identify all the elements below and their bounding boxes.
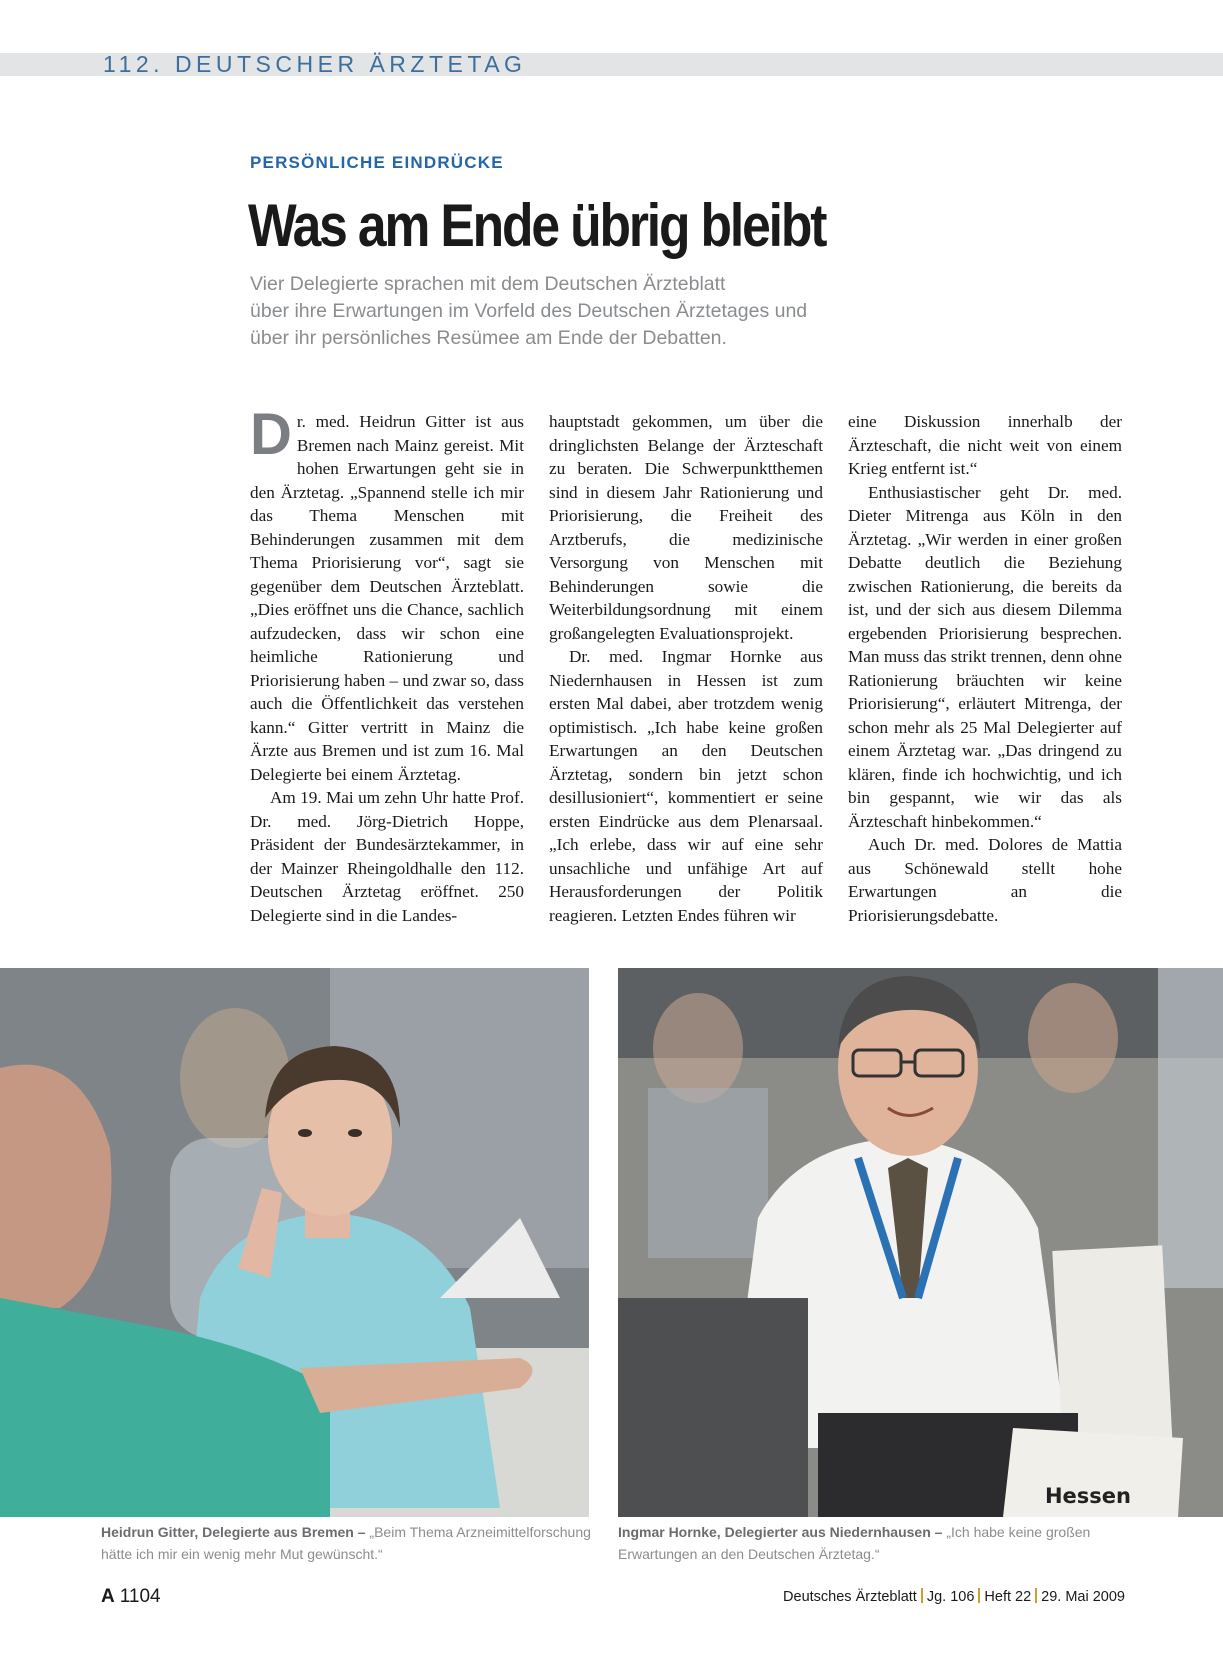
caption-name: Ingmar Hornke, Delegierter aus Niedernhausen – (618, 1524, 943, 1540)
photo-caption-left (101, 1521, 601, 1565)
paragraph (250, 402, 524, 786)
hessen-sign-text: Hessen (1044, 1484, 1132, 1508)
separator (921, 1588, 923, 1603)
caption-quote: „Ich habe keine großen Erwartungen an den Deutschen Ärztetag.“ (618, 1524, 1091, 1562)
photo-ingmar-hornke (618, 968, 1223, 1517)
drop-cap: D (250, 402, 292, 467)
lead-line: über ihr persönliches Resümee am Ende der Debatten. (250, 327, 727, 349)
photo-heidrun-gitter (0, 968, 589, 1517)
caption-name: Heidrun Gitter, Delegierte aus Bremen – (101, 1524, 366, 1540)
article-column-3 (848, 410, 1122, 927)
photo-caption-right (618, 1521, 1118, 1565)
lead-line: über ihre Erwartungen im Vorfeld des Deutschen Ärztetages und (250, 300, 808, 322)
journal-name: Deutsches Ärzteblatt (783, 1589, 917, 1605)
photo-illustration (0, 968, 589, 1517)
paragraph-text: r. med. Heidrun Gitter ist aus Bremen nach Mainz gereist. Mit hohen Erwartungen geht sie in den Ärztetag. „Spannend stelle ich mir das Thema Menschen mit Behinderungen zusammen mit dem Thema Priorisierung vor“, sagt sie gegenüber dem Deutschen Ärzteblatt. „Dies eröffnet uns die Chance, sachlich aufzudecken, dass wir schon eine heimliche Rationierung und Priorisierung haben – und zwar so, dass auch die Öffentlichkeit das verstehen kann.“ Gitter vertritt in Mainz die Ärzte aus Bremen und ist zum 16. Mal Delegierte bei einem Ärztetag. (250, 412, 524, 784)
lead-line: Vier Delegierte sprachen mit dem Deutschen Ärzteblatt (250, 273, 726, 295)
paragraph: Dr. med. Ingmar Hornke aus Niedernhausen in Hessen ist zum ersten Mal dabei, aber trotzdem wenig optimistisch. „Ich habe keine großen Erwartungen an den Deutschen Ärztetag, sondern bin jetzt schon desillusioniert“, kommentiert er seine ersten Eindrücke aus dem Plenarsaal. „Ich erlebe, dass wir auf eine sehr unsachliche und unfähige Art auf Herausforderungen der Politik reagieren. Letzten Endes führen wir (549, 647, 823, 925)
issue-date: 29. Mai 2009 (1041, 1589, 1125, 1605)
caption-quote: „Beim Thema Arzneimittelforschung hätte ich mir ein wenig mehr Mut gewünscht.“ (101, 1524, 591, 1562)
paragraph: Enthusiastischer geht Dr. med. Dieter Mitrenga aus Köln in den Ärztetag. „Wir werden in einer großen Debatte deutlich die Beziehung zwischen Rationierung, die bereits da ist, und der sich aus diesem Dilemma ergebenden Priorisierung besprechen. Man muss das strikt trennen, denn ohne Rationierung bräuchten wir keine Priorisierung“, erläutert Mitrenga, der schon mehr als 25 Mal Delegierter auf einem Ärztetag war. „Das dringend zu klären, finde ich hochwichtig, und ich bin gespannt, wie wir das als Ärzteschaft hinbekommen.“ (848, 482, 1122, 831)
separator (978, 1588, 980, 1603)
paragraph: Auch Dr. med. Dolores de Mattia aus Schönewald stellt hohe Erwartungen an die Priorisierungsdebatte. (848, 835, 1122, 925)
footer-citation (783, 1588, 1125, 1605)
separator (1035, 1588, 1037, 1603)
article-kicker: PERSÖNLICHE EINDRÜCKE (250, 153, 504, 172)
volume: Jg. 106 (926, 1589, 975, 1605)
paragraph: hauptstadt gekommen, um über die dringlichsten Belange der Ärzteschaft zu beraten. Die Schwerpunktthemen sind in diesem Jahr Rationierung und Priorisierung, die Freiheit des Arztberufs, die medizinische Versorgung von Menschen mit Behinderungen sowie die Weiterbildungsordnung mit einem großangelegten Evaluationsprojekt. (549, 412, 823, 643)
page-number-value: 1104 (119, 1586, 161, 1607)
article-column-1 (250, 402, 524, 927)
article-lead (250, 271, 970, 352)
article-column-2 (549, 410, 823, 927)
article-headline: Was am Ende übrig bleibt (248, 192, 826, 259)
page-prefix: A (101, 1586, 115, 1607)
paragraph: Am 19. Mai um zehn Uhr hatte Prof. Dr. med. Jörg-Dietrich Hoppe, Präsident der Bundesärztekammer, in der Mainzer Rheingoldhalle den 112. Deutschen Ärztetag eröffnet. 250 Delegierte sind in die Landes- (250, 788, 524, 925)
section-header: 112. DEUTSCHER ÄRZTETAG (103, 51, 527, 77)
photo-illustration (618, 968, 1223, 1517)
page-number (101, 1586, 161, 1608)
paragraph: eine Diskussion innerhalb der Ärzteschaft, die nicht weit von einem Krieg entfernt ist.“ (848, 412, 1122, 478)
issue: Heft 22 (984, 1589, 1032, 1605)
